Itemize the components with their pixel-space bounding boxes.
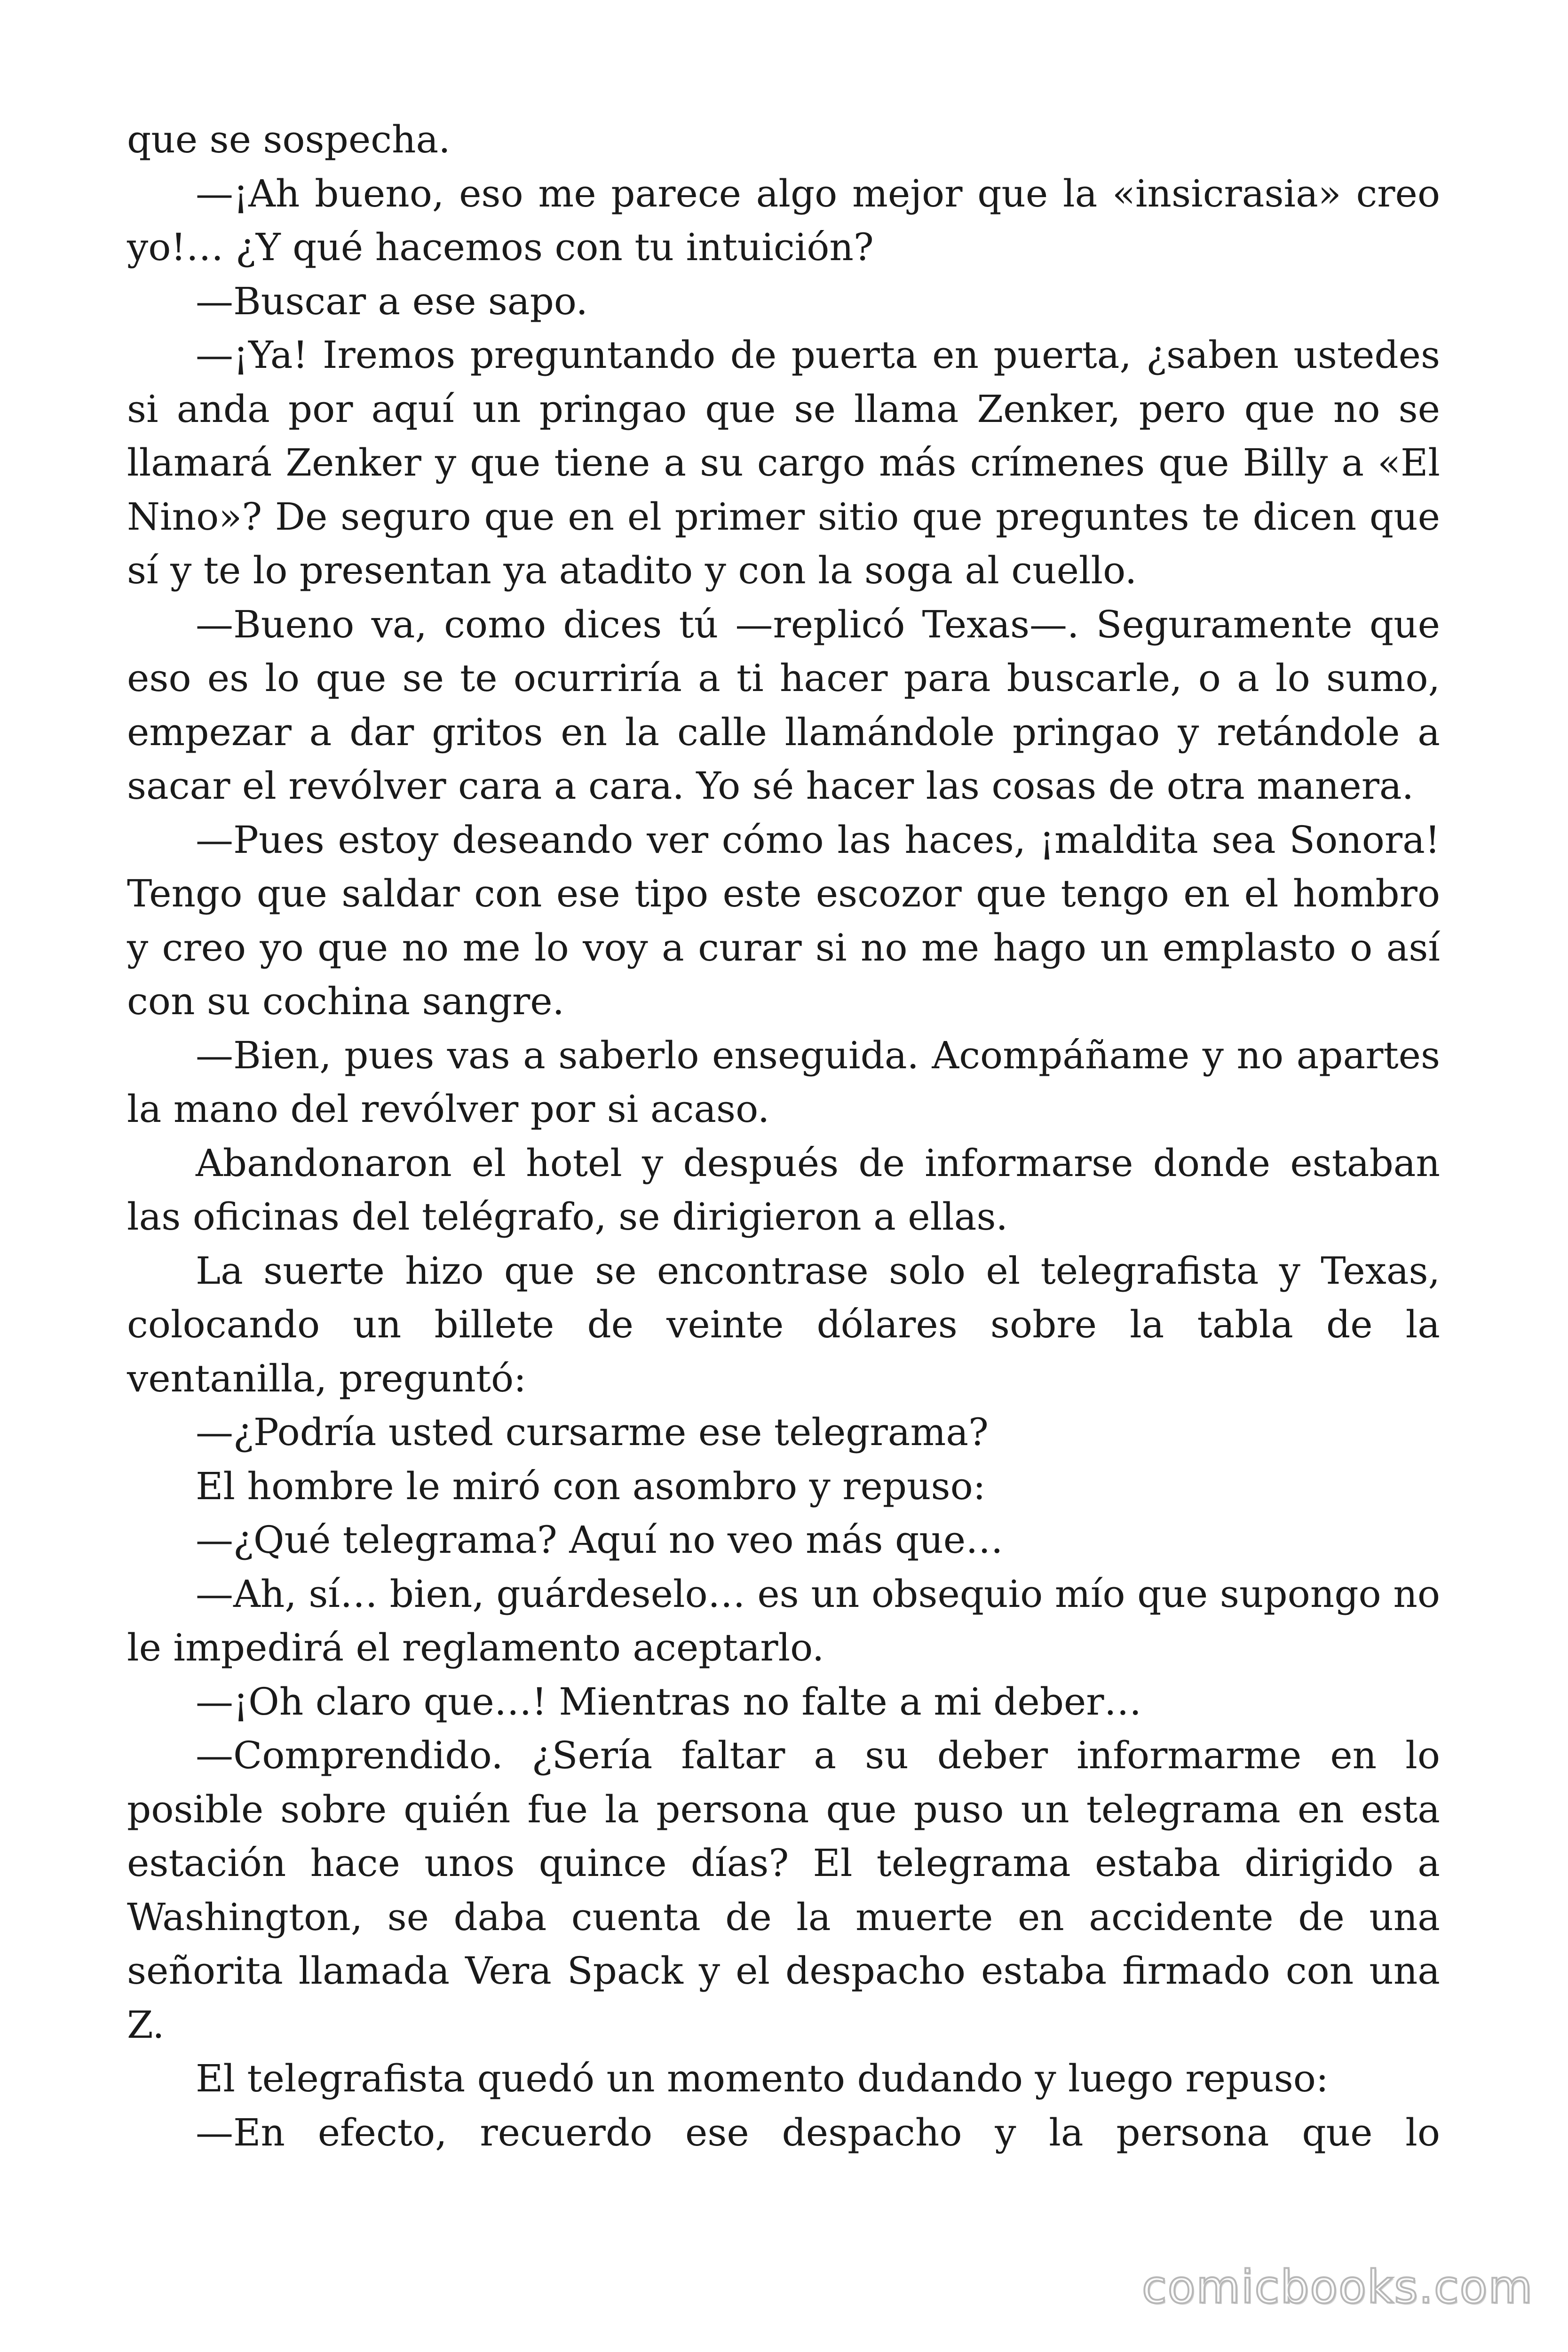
paragraph: Abandonaron el hotel y después de informarse donde estaban las oficinas del telégrafo, se dirigieron a ellas. [127, 1141, 1440, 1239]
paragraph: —Bueno va, como dices tú —replicó Texas—. Seguramente que eso es lo que se te ocurriría a ti hacer para buscarle, o a lo sumo, empezar a dar gritos en la calle llamándole pringao y retándole a sacar el revólver cara a cara. Yo sé hacer las cosas de otra manera. [127, 602, 1440, 808]
paragraph: —¡Oh claro que…! Mientras no falte a mi deber… [196, 1679, 1142, 1724]
paragraph: La suerte hizo que se encontrase solo el telegrafista y Texas, colocando un billete de veinte dólares sobre la tabla de la ventanilla, preguntó: [127, 1248, 1440, 1400]
paragraph: El telegrafista quedó un momento dudando y luego repuso: [196, 2057, 1329, 2100]
page-body [127, 113, 1440, 2160]
paragraph: que se sospecha. [127, 118, 451, 161]
paragraph: El hombre le miró con asombro y repuso: [196, 1464, 986, 1508]
paragraph: —¡Ya! Iremos preguntando de puerta en puerta, ¿saben ustedes si anda por aquí un pringao que se llama Zenker, pero que no se llamará Zenker y que tiene a su cargo más crímenes que Billy a «El Nino»? De seguro que en el primer sitio que preguntes te dicen que sí y te lo presentan ya atadito y con la soga al cuello. [127, 333, 1440, 592]
paragraph: —Comprendido. ¿Sería faltar a su deber informarme en lo posible sobre quién fue la persona que puso un telegrama en esta estación hace unos quince días? El telegrama estaba dirigido a Washington, se daba cuenta de la muerte en accidente de una señorita llamada Vera Spack y el despacho estaba firmado con una Z. [127, 1733, 1440, 2047]
paragraph: —Bien, pues vas a saberlo enseguida. Acompáñame y no apartes la mano del revólver por si acaso. [127, 1033, 1440, 1131]
watermark-logo: comicbooks.com [1141, 2261, 1533, 2313]
paragraph: —En efecto, recuerdo ese despacho y la persona que lo [196, 2110, 1440, 2154]
paragraph: —¡Ah bueno, eso me parece algo mejor que la «insicrasia» creo yo!… ¿Y qué hacemos con tu intuición? [127, 171, 1440, 269]
paragraph: —Pues estoy deseando ver cómo las haces, ¡maldita sea Sonora! Tengo que saldar con ese tipo este escozor que tengo en el hombro y creo yo que no me lo voy a curar si no me hago un emplasto o así con su cochina sangre. [127, 818, 1440, 1023]
paragraph: —¿Qué telegrama? Aquí no veo más que… [196, 1518, 1004, 1562]
paragraph: —Buscar a ese sapo. [196, 279, 588, 323]
paragraph: —Ah, sí… bien, guárdeselo… es un obsequio mío que supongo no le impedirá el reglamento aceptarlo. [127, 1572, 1440, 1669]
paragraph: —¿Podría usted cursarme ese telegrama? [196, 1410, 989, 1454]
